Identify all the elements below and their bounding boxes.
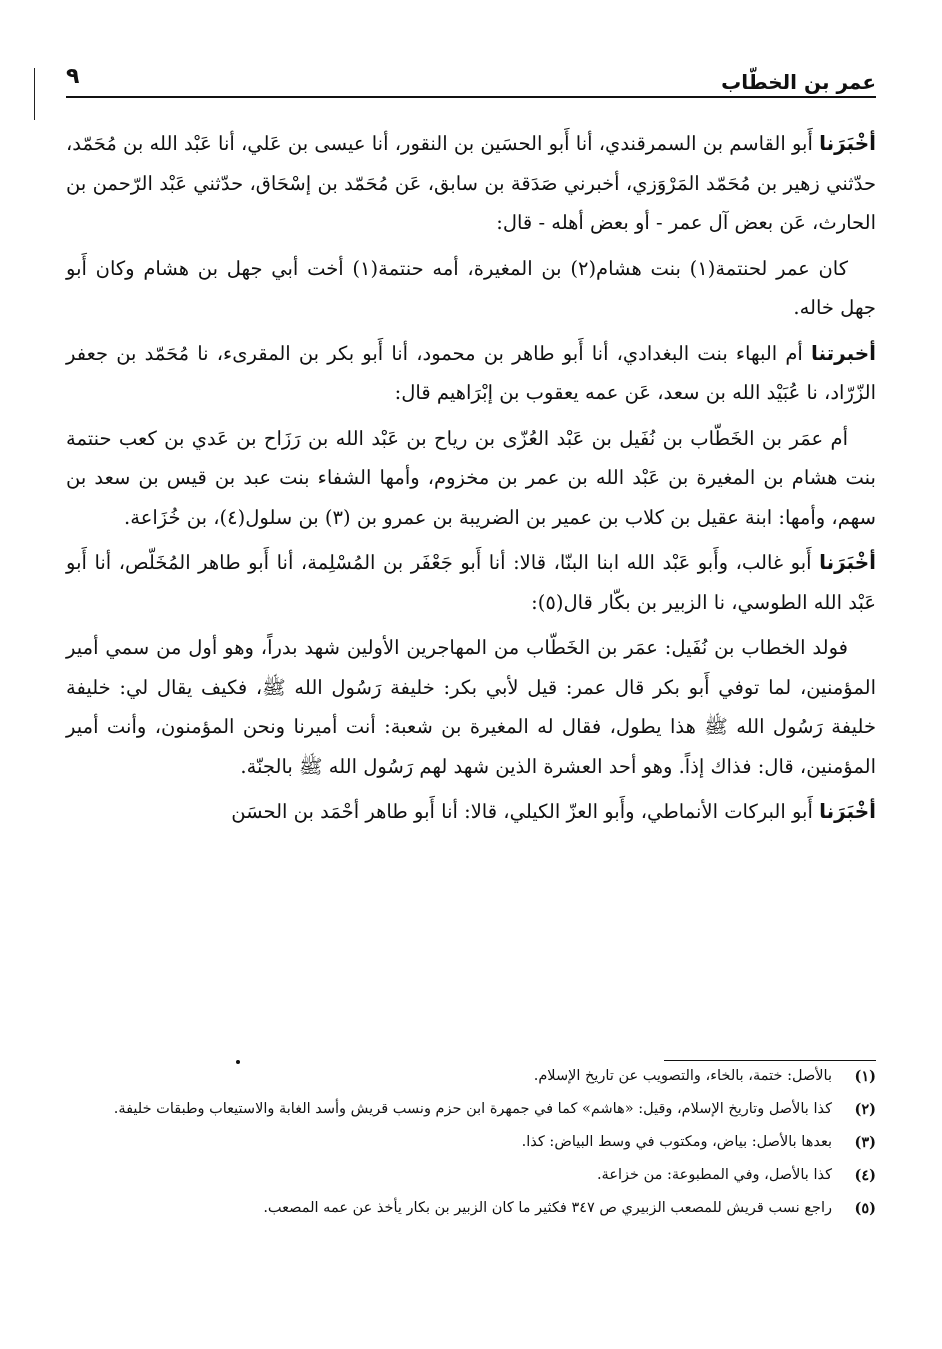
paragraph-6	[66, 628, 876, 786]
paragraph-text: أم البهاء بنت البغدادي، أنا أَبو طاهر بن محمود، أنا أَبو بكر بن المقرىء، نا مُحَمّد بن جعفر الزّرّاد، نا عُبَيْد الله بن سعد، عَن عمه يعقوب بن إبْرَاهيم قال:	[66, 341, 876, 404]
page-header	[66, 60, 876, 98]
footnote-rule	[664, 1060, 876, 1061]
paragraph-1	[66, 124, 876, 243]
page-number: ٩	[66, 64, 80, 89]
paragraph-text: كان عمر لحنتمة(١) بنت هشام(٢) بن المغيرة، أمه حنتمة(١) أخت أبي جهل بن هشام وكان أَبو جهل خاله.	[66, 256, 876, 319]
paragraph-lead: أخبرتنا	[810, 340, 876, 365]
paragraph-text: فولد الخطاب بن نُفَيل: عمَر بن الخَطّاب من المهاجرين الأولين شهد بدراً، وهو أول من سمي أمير المؤمنين، لما توفي أَبو بكر قال عمر: قيل لأبي بكر: خليفة رَسُول الله ﷺ، فكيف يقال لي: خليفة خليفة رَسُول الله ﷺ هذا يطول، فقال له المغيرة بن شعبة: أنت أميرنا ونحن المؤمنون، وأنت أمير المؤمنين، قال: فذاك إذاً. وهو أحد العشرة الذين شهد لهم رَسُول الله ﷺ بالجنّة.	[66, 636, 876, 778]
footnote-number: (٢)	[854, 1101, 876, 1118]
paragraph-3	[66, 334, 876, 413]
margin-mark	[34, 68, 35, 120]
main-text	[66, 124, 876, 838]
footnote-5	[66, 1196, 876, 1221]
footnote-text: كذا بالأصل وتاريخ الإسلام، وقيل: «هاشم» كما في جمهرة ابن حزم ونسب قريش وأسد الغابة والاستيعاب وطبقات خليفة.	[113, 1101, 832, 1117]
paragraph-2	[66, 249, 876, 328]
footnote-number: (١)	[854, 1068, 876, 1085]
footnote-number: (٥)	[854, 1200, 876, 1217]
paragraph-text: أَبو البركات الأنماطي، وأَبو العزّ الكيلي، قالا: أنا أَبو طاهر أحْمَد بن الحسَن	[231, 800, 820, 823]
footnote-text: بالأصل: ختمة، بالخاء، والتصويب عن تاريخ الإسلام.	[533, 1068, 832, 1084]
footnote-text: بعدها بالأصل: بياض، ومكتوب في وسط البياض: كذا.	[521, 1134, 832, 1150]
footnote-4	[66, 1163, 876, 1188]
paragraph-lead: أخْبَرَنا	[819, 131, 876, 155]
paragraph-lead: أخْبَرَنا	[819, 799, 876, 823]
paragraph-text: أم عمَر بن الخَطّاب بن نُفَيل بن عَبْد العُزّى بن رياح بن عَبْد الله بن رَزَاح بن عَدي بن كعب حنتمة بنت هشام بن المغيرة بن عَبْد الله بن عمر بن مخزوم، وأمها الشفاء بنت عبد بن قيس بن سعد بن سهم، وأمها: ابنة عقيل بن كلاب بن عمير بن الضريبة بن عمرو بن (٣) بن سلول(٤)، بن خُزَاعة.	[66, 426, 876, 529]
paragraph-5	[66, 543, 876, 622]
footnote-text: راجع نسب قريش للمصعب الزبيري ص ٣٤٧ فكثير ما كان الزبير بن بكار يأخذ عن عمه المصعب.	[263, 1200, 832, 1216]
paragraph-7	[66, 792, 876, 832]
footnote-number: (٤)	[854, 1167, 876, 1184]
paragraph-lead: أخْبَرَنا	[819, 550, 876, 574]
footnote-2	[66, 1097, 876, 1122]
running-title: عمر بن الخطّاب	[721, 70, 876, 94]
paragraph-text: أَبو القاسم بن السمرقندي، أنا أَبو الحسَين بن النقور، أنا عيسى بن عَلي، أنا عَبْد الله بن مُحَمّد، حدّثني زهير بن مُحَمّد المَرْوَزي، أخبرني صَدَقة بن سابق، عَن مُحَمّد بن إسْحَاق، حدّثني عَبْد الرّحمن بن الحارث، عَن بعض آل عمر - أو بعض أهله - قال:	[66, 132, 876, 234]
footnotes	[66, 1064, 876, 1229]
footnote-text: كذا بالأصل، وفي المطبوعة: من خزاعة.	[596, 1167, 832, 1183]
paragraph-4	[66, 419, 876, 538]
footnote-3	[66, 1130, 876, 1155]
footnote-number: (٣)	[854, 1134, 876, 1151]
paragraph-text: أَبو غالب، وأَبو عَبْد الله ابنا البنّا، قالا: أنا أَبو جَعْفَر بن المُسْلِمة، أنا أَبو طاهر المُخَلّص، أنا أَبو عَبْد الله الطوسي، نا الزبير بن بكّار قال(٥):	[66, 551, 876, 614]
footnote-1	[66, 1064, 876, 1089]
